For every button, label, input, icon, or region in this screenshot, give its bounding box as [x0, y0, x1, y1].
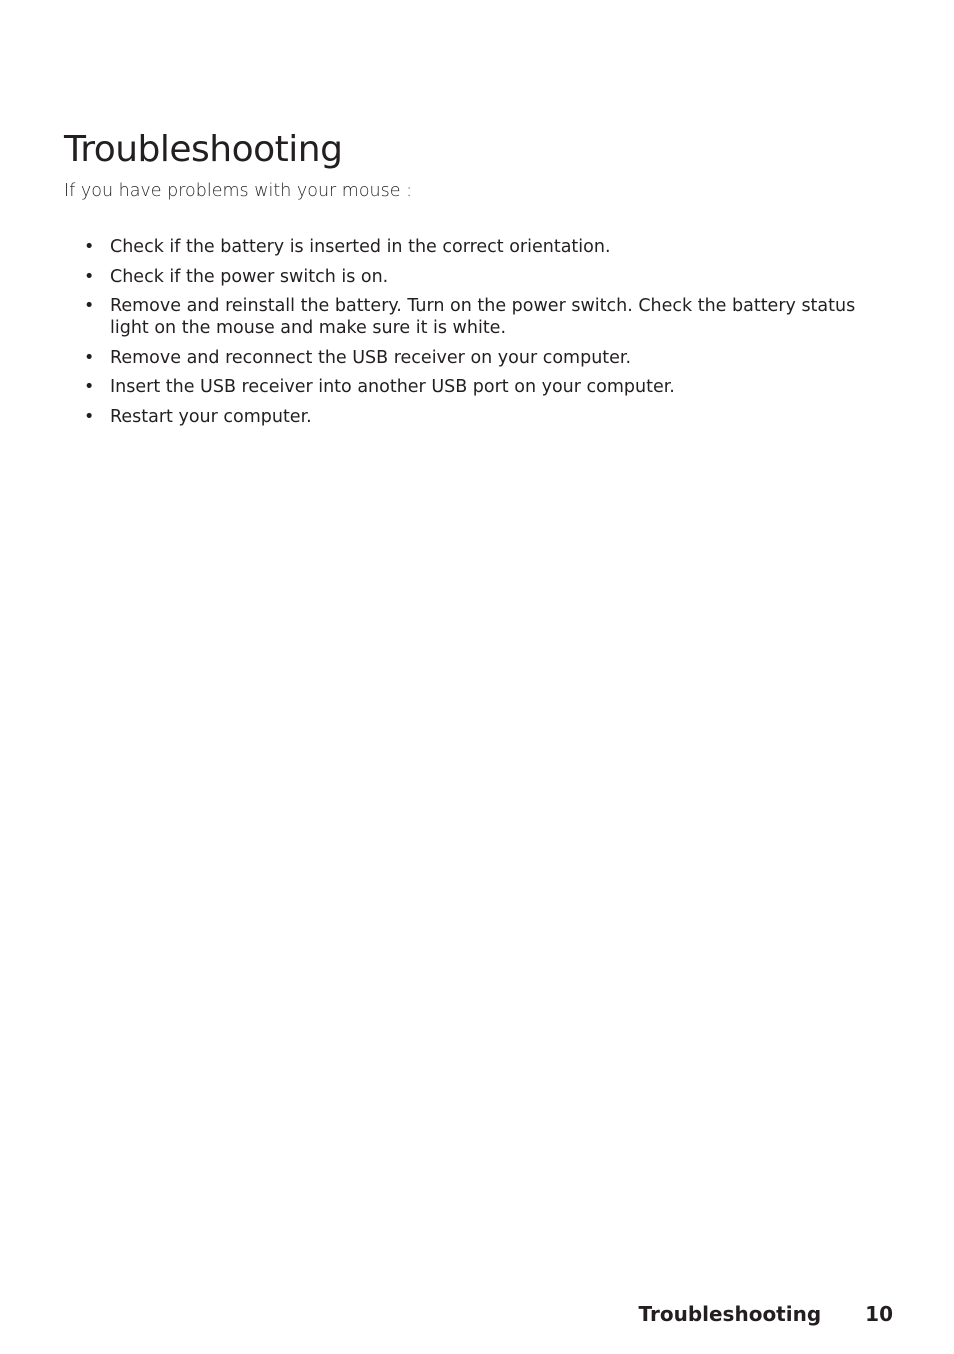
page-footer	[639, 1300, 893, 1328]
bullet-icon: •	[84, 347, 95, 368]
bullet-icon: •	[84, 406, 95, 427]
list-item-text: Check if the battery is inserted in the correct orientation.	[110, 237, 611, 257]
list-item	[84, 376, 864, 398]
bullet-icon: •	[84, 237, 95, 257]
list-item-text: Remove and reinstall the battery. Turn on the power switch. Check the battery status light on the mouse and make sure it is white.	[110, 296, 856, 338]
page-number: 10	[865, 1302, 893, 1326]
troubleshooting-list	[84, 236, 864, 435]
list-item-text: Insert the USB receiver into another USB port on your computer.	[110, 377, 675, 397]
page-title: Troubleshooting	[64, 129, 343, 170]
intro-text: If you have problems with your mouse :	[64, 181, 412, 201]
footer-section-title: Troubleshooting	[638, 1302, 822, 1326]
list-item	[84, 266, 864, 288]
list-item	[84, 347, 864, 369]
list-item-text: Restart your computer.	[110, 406, 312, 427]
bullet-icon: •	[84, 377, 95, 397]
bullet-icon: •	[84, 266, 95, 287]
list-item-text: Check if the power switch is on.	[110, 266, 389, 287]
list-item-text: Remove and reconnect the USB receiver on your computer.	[110, 347, 632, 368]
bullet-icon: •	[84, 296, 95, 316]
list-item	[84, 236, 864, 258]
list-item	[84, 406, 864, 428]
list-item	[84, 295, 864, 339]
